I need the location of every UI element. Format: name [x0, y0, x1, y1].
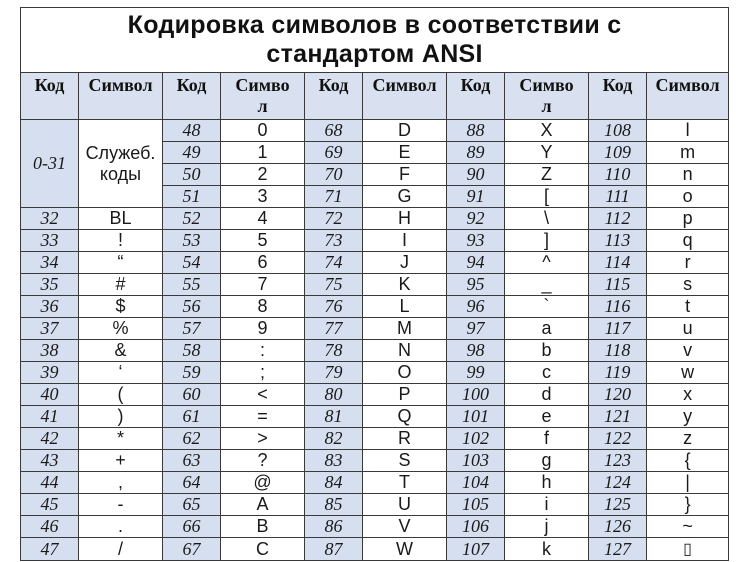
code-cell: 59 [163, 362, 221, 384]
symbol-cell: 9 [221, 318, 305, 340]
code-cell: 90 [447, 164, 505, 186]
code-cell: 49 [163, 142, 221, 164]
code-cell: 73 [305, 230, 363, 252]
code-cell: 89 [447, 142, 505, 164]
code-cell: 39 [21, 362, 79, 384]
code-cell: 66 [163, 516, 221, 538]
code-cell: 124 [589, 472, 647, 494]
code-cell: 38 [21, 340, 79, 362]
code-cell: 43 [21, 450, 79, 472]
code-cell: 41 [21, 406, 79, 428]
code-cell: 120 [589, 384, 647, 406]
code-cell: 58 [163, 340, 221, 362]
symbol-cell: w [647, 362, 729, 384]
symbol-cell: ^ [505, 252, 589, 274]
code-cell: 48 [163, 120, 221, 142]
symbol-cell: ; [221, 362, 305, 384]
symbol-cell: & [79, 340, 163, 362]
code-cell: 96 [447, 296, 505, 318]
table-row [21, 472, 729, 494]
symbol-cell: E [363, 142, 447, 164]
symbol-cell: $ [79, 296, 163, 318]
symbol-cell: s [647, 274, 729, 296]
code-cell: 122 [589, 428, 647, 450]
code-cell: 51 [163, 186, 221, 208]
symbol-cell: ! [79, 230, 163, 252]
code-cell: 56 [163, 296, 221, 318]
symbol-cell: + [79, 450, 163, 472]
symbol-cell: M [363, 318, 447, 340]
symbol-cell: U [363, 494, 447, 516]
symbol-cell: q [647, 230, 729, 252]
symbol-cell: C [221, 538, 305, 561]
symbol-cell: < [221, 384, 305, 406]
header-symbol: Символ [79, 73, 163, 120]
symbol-cell: ? [221, 450, 305, 472]
symbol-cell: m [647, 142, 729, 164]
symbol-cell: h [505, 472, 589, 494]
symbol-cell: e [505, 406, 589, 428]
code-cell: 81 [305, 406, 363, 428]
symbol-cell: d [505, 384, 589, 406]
symbol-cell: I [363, 230, 447, 252]
code-cell: 68 [305, 120, 363, 142]
symbol-cell: c [505, 362, 589, 384]
code-cell: 111 [589, 186, 647, 208]
code-cell: 83 [305, 450, 363, 472]
code-cell: 85 [305, 494, 363, 516]
code-cell: 72 [305, 208, 363, 230]
symbol-cell: G [363, 186, 447, 208]
table-row [21, 538, 729, 561]
code-cell: 32 [21, 208, 79, 230]
symbol-cell: o [647, 186, 729, 208]
table-body [21, 120, 729, 561]
header-code: Код [589, 73, 647, 120]
symbol-cell: - [79, 494, 163, 516]
symbol-cell: 4 [221, 208, 305, 230]
symbol-cell: p [647, 208, 729, 230]
code-cell: 71 [305, 186, 363, 208]
symbol-cell: “ [79, 252, 163, 274]
header-code: Код [305, 73, 363, 120]
header-symbol: Симво л [505, 73, 589, 120]
symbol-cell: # [79, 274, 163, 296]
code-cell: 105 [447, 494, 505, 516]
symbol-cell: ) [79, 406, 163, 428]
table-row [21, 516, 729, 538]
code-cell: 63 [163, 450, 221, 472]
service-codes-range: 0-31 [21, 120, 79, 208]
symbol-cell: a [505, 318, 589, 340]
code-cell: 103 [447, 450, 505, 472]
code-cell: 114 [589, 252, 647, 274]
code-cell: 80 [305, 384, 363, 406]
symbol-cell: n [647, 164, 729, 186]
code-cell: 84 [305, 472, 363, 494]
table-title-line-2: стандартом ANSI [266, 40, 483, 68]
header-symbol: Симво л [221, 73, 305, 120]
code-cell: 54 [163, 252, 221, 274]
code-cell: 46 [21, 516, 79, 538]
symbol-cell: ‘ [79, 362, 163, 384]
code-cell: 101 [447, 406, 505, 428]
code-cell: 108 [589, 120, 647, 142]
symbol-cell: L [363, 296, 447, 318]
table-row [21, 208, 729, 230]
code-cell: 36 [21, 296, 79, 318]
symbol-cell: g [505, 450, 589, 472]
header-code: Код [163, 73, 221, 120]
code-cell: 55 [163, 274, 221, 296]
symbol-cell: R [363, 428, 447, 450]
table-title-line-1: Кодировка символов в соответствии с [127, 11, 622, 39]
code-cell: 52 [163, 208, 221, 230]
code-cell: 123 [589, 450, 647, 472]
table-row [21, 296, 729, 318]
symbol-cell: Z [505, 164, 589, 186]
symbol-cell: z [647, 428, 729, 450]
table-row [21, 384, 729, 406]
symbol-cell: v [647, 340, 729, 362]
symbol-cell: @ [221, 472, 305, 494]
symbol-cell: 2 [221, 164, 305, 186]
table-row [21, 340, 729, 362]
code-cell: 69 [305, 142, 363, 164]
code-cell: 98 [447, 340, 505, 362]
code-cell: 50 [163, 164, 221, 186]
symbol-cell: _ [505, 274, 589, 296]
code-cell: 67 [163, 538, 221, 561]
symbol-cell: 6 [221, 252, 305, 274]
symbol-cell: u [647, 318, 729, 340]
code-cell: 76 [305, 296, 363, 318]
symbol-cell: F [363, 164, 447, 186]
code-cell: 107 [447, 538, 505, 561]
symbol-cell: \ [505, 208, 589, 230]
symbol-cell: * [79, 428, 163, 450]
symbol-cell: H [363, 208, 447, 230]
code-cell: 118 [589, 340, 647, 362]
code-cell: 74 [305, 252, 363, 274]
code-cell: 91 [447, 186, 505, 208]
code-cell: 113 [589, 230, 647, 252]
symbol-cell: k [505, 538, 589, 561]
replacement-box-icon [647, 538, 729, 561]
code-cell: 110 [589, 164, 647, 186]
table-row [21, 428, 729, 450]
code-cell: 106 [447, 516, 505, 538]
code-cell: 47 [21, 538, 79, 561]
symbol-cell: % [79, 318, 163, 340]
symbol-cell: , [79, 472, 163, 494]
symbol-cell: X [505, 120, 589, 142]
table-row [21, 274, 729, 296]
table-title [21, 8, 729, 73]
code-cell: 70 [305, 164, 363, 186]
code-cell: 102 [447, 428, 505, 450]
title-row [21, 8, 729, 73]
header-symbol: Символ [647, 73, 729, 120]
code-cell: 117 [589, 318, 647, 340]
code-cell: 112 [589, 208, 647, 230]
symbol-cell: ` [505, 296, 589, 318]
code-cell: 37 [21, 318, 79, 340]
symbol-cell: t [647, 296, 729, 318]
table-row [21, 494, 729, 516]
code-cell: 116 [589, 296, 647, 318]
symbol-cell: } [647, 494, 729, 516]
symbol-cell: V [363, 516, 447, 538]
symbol-cell: r [647, 252, 729, 274]
code-cell: 34 [21, 252, 79, 274]
symbol-cell: / [79, 538, 163, 561]
table-row [21, 450, 729, 472]
code-cell: 53 [163, 230, 221, 252]
table-row [21, 230, 729, 252]
symbol-cell: | [647, 472, 729, 494]
symbol-cell: { [647, 450, 729, 472]
code-cell: 94 [447, 252, 505, 274]
table-row [21, 362, 729, 384]
symbol-cell: N [363, 340, 447, 362]
code-cell: 127 [589, 538, 647, 561]
symbol-cell: i [505, 494, 589, 516]
symbol-cell: A [221, 494, 305, 516]
symbol-cell: P [363, 384, 447, 406]
code-cell: 87 [305, 538, 363, 561]
header-code: Код [21, 73, 79, 120]
code-cell: 44 [21, 472, 79, 494]
code-cell: 75 [305, 274, 363, 296]
code-cell: 126 [589, 516, 647, 538]
symbol-cell: l [647, 120, 729, 142]
symbol-cell: O [363, 362, 447, 384]
code-cell: 33 [21, 230, 79, 252]
code-cell: 97 [447, 318, 505, 340]
symbol-cell: 1 [221, 142, 305, 164]
symbol-cell: . [79, 516, 163, 538]
symbol-cell: Q [363, 406, 447, 428]
symbol-cell: T [363, 472, 447, 494]
symbol-cell: : [221, 340, 305, 362]
code-cell: 62 [163, 428, 221, 450]
code-cell: 61 [163, 406, 221, 428]
table-row [21, 406, 729, 428]
code-cell: 99 [447, 362, 505, 384]
symbol-cell: b [505, 340, 589, 362]
symbol-cell: ~ [647, 516, 729, 538]
code-cell: 78 [305, 340, 363, 362]
symbol-cell: y [647, 406, 729, 428]
header-code: Код [447, 73, 505, 120]
symbol-cell: > [221, 428, 305, 450]
table-row [21, 120, 729, 142]
code-cell: 60 [163, 384, 221, 406]
symbol-cell: ( [79, 384, 163, 406]
code-cell: 86 [305, 516, 363, 538]
symbol-cell: S [363, 450, 447, 472]
symbol-cell: x [647, 384, 729, 406]
symbol-cell: j [505, 516, 589, 538]
code-cell: 88 [447, 120, 505, 142]
symbol-cell: BL [79, 208, 163, 230]
symbol-cell: K [363, 274, 447, 296]
code-cell: 77 [305, 318, 363, 340]
symbol-cell: = [221, 406, 305, 428]
symbol-cell: W [363, 538, 447, 561]
code-cell: 64 [163, 472, 221, 494]
symbol-cell: ] [505, 230, 589, 252]
service-codes-label: Служеб. коды [79, 120, 163, 208]
code-cell: 121 [589, 406, 647, 428]
symbol-cell: J [363, 252, 447, 274]
symbol-cell: B [221, 516, 305, 538]
symbol-cell: 8 [221, 296, 305, 318]
column-header-row [21, 73, 729, 120]
symbol-cell: [ [505, 186, 589, 208]
symbol-cell: D [363, 120, 447, 142]
code-cell: 79 [305, 362, 363, 384]
header-symbol: Символ [363, 73, 447, 120]
symbol-cell: 5 [221, 230, 305, 252]
code-cell: 104 [447, 472, 505, 494]
table-row [21, 318, 729, 340]
code-cell: 65 [163, 494, 221, 516]
table-row [21, 252, 729, 274]
code-cell: 125 [589, 494, 647, 516]
ansi-table [20, 7, 729, 561]
code-cell: 92 [447, 208, 505, 230]
code-cell: 45 [21, 494, 79, 516]
code-cell: 82 [305, 428, 363, 450]
code-cell: 35 [21, 274, 79, 296]
code-cell: 40 [21, 384, 79, 406]
code-cell: 57 [163, 318, 221, 340]
code-cell: 95 [447, 274, 505, 296]
symbol-cell: f [505, 428, 589, 450]
code-cell: 119 [589, 362, 647, 384]
symbol-cell: 0 [221, 120, 305, 142]
code-cell: 93 [447, 230, 505, 252]
symbol-cell: Y [505, 142, 589, 164]
code-cell: 42 [21, 428, 79, 450]
symbol-cell: 7 [221, 274, 305, 296]
code-cell: 109 [589, 142, 647, 164]
code-cell: 100 [447, 384, 505, 406]
code-cell: 115 [589, 274, 647, 296]
symbol-cell: 3 [221, 186, 305, 208]
